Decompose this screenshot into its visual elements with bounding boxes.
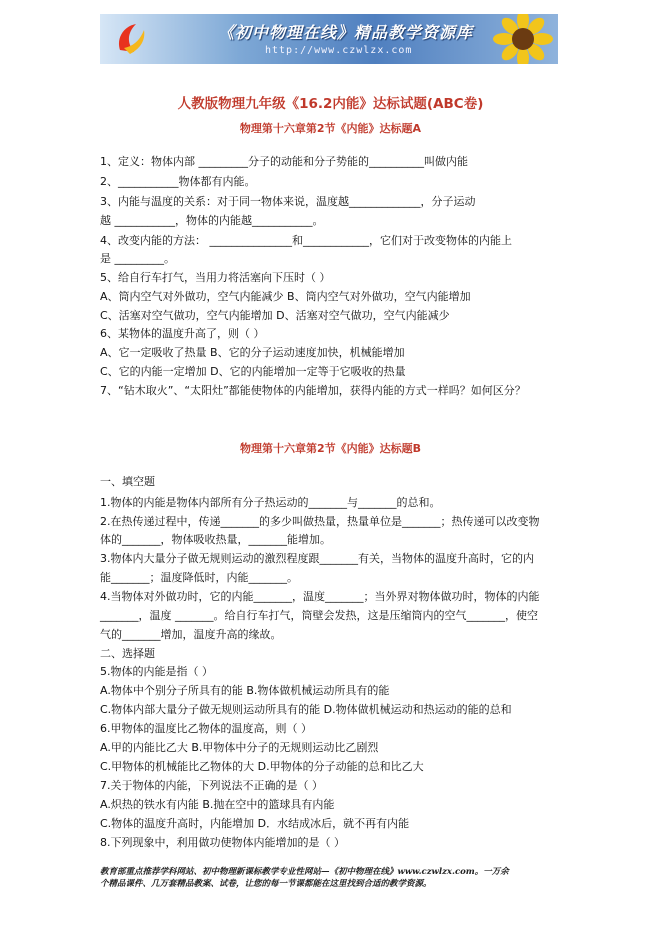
text-line: 二、选择题 [100,647,155,660]
text-line: 6、某物体的温度升高了，则（ ） [100,327,265,340]
text-line: 1.物体的内能是物体内部所有分子热运动的_______与_______的总和。 [100,496,441,509]
text-line: A.炽热的铁水有内能 B.抛在空中的篮球具有内能 [100,798,335,811]
text-line: A、筒内空气对外做功，空气内能减少 B、筒内空气对外做功，空气内能增加 [100,290,471,303]
text-line: 5、给自行车打气，当用力将活塞向下压时（ ） [100,271,331,284]
footer-line: 教育部重点推荐学科网站、初中物理新课标教学专业性网站—《初中物理在线》www.czwlzx.com。一万余 [100,867,509,877]
text-line: C、活塞对空气做功，空气内能增加 D、活塞对空气做功，空气内能减少 [100,309,450,322]
text-line: 8.下列现象中，利用做功使物体内能增加的是（ ） [100,836,345,849]
text-line: 一、填空题 [100,475,155,488]
text-line: C.物体内部大量分子做无规则运动所具有的能 D.物体做机械运动和热运动的能的总和 [100,703,512,716]
footer-note [100,866,570,890]
text-line: 7、“钻木取火”、“太阳灶”都能使物体的内能增加，获得内能的方式一样吗？如何区分？ [100,384,526,397]
text-line: A.甲的内能比乙大 B.甲物体中分子的无规则运动比乙剧烈 [100,741,379,754]
text-line: 4、改变内能的方法： _______________和____________，它们对于改变物体的内能上 [100,234,512,247]
section-b-heading: 物理第十六章第2节《内能》达标题B [239,442,422,455]
logo-icon [114,20,148,58]
text-line: 3.物体内大量分子做无规则运动的激烈程度跟_______有关，当物体的温度升高时，它的内 [100,552,534,565]
text-line: 是 _________。 [100,252,175,265]
page-title: 人教版物理九年级《16.2内能》达标试题(ABC卷) [177,96,484,112]
text-line: 4.当物体对外做功时，它的内能_______，温度_______；当外界对物体做功时，物体的内能 [100,590,540,603]
text-line: 3、内能与温度的关系：对于同一物体来说，温度越_____________，分子运动 [100,195,476,208]
text-line: C、它的内能一定增加 D、它的内能增加一定等于它吸收的热量 [100,365,406,378]
text-line: 能_______；温度降低时，内能_______。 [100,571,298,584]
text-line: 2.在热传递过程中，传递_______的多少叫做热量，热量单位是_______；热传递可以改变物 [100,515,540,528]
text-line: 5.物体的内能是指（ ） [100,665,213,678]
text-line: 7.关于物体的内能，下列说法不正确的是（ ） [100,779,323,792]
banner-title: 《初中物理在线》精品教学资源库 [218,23,474,42]
text-line: 2、___________物体都有内能。 [100,175,256,188]
text-line: 体的_______，物体吸收热量，_______能增加。 [100,533,331,546]
text-line: 1、定义：物体内部 _________分子的动能和分子势能的__________叫做内能 [100,155,468,168]
text-line: 越 ___________，物体的内能越___________。 [100,214,324,227]
header-banner [100,14,558,64]
sunflower-icon [492,14,554,64]
section-a-heading: 物理第十六章第2节《内能》达标题A [239,122,422,135]
footer-line: 个精品课件、几万套精品教案、试卷，让您的每一节课都能在这里找到合适的教学资源。 [100,879,432,889]
text-line: C.物体的温度升高时，内能增加 D．水结成冰后，就不再有内能 [100,817,410,830]
text-line: A、它一定吸收了热量 B、它的分子运动速度加快，机械能增加 [100,346,405,359]
text-line: C.甲物体的机械能比乙物体的大 D.甲物体的分子动能的总和比乙大 [100,760,424,773]
text-line: A.物体中个别分子所具有的能 B.物体做机械运动所具有的能 [100,684,390,697]
text-line: 6.甲物体的温度比乙物体的温度高，则（ ） [100,722,312,735]
text-line: 气的_______增加，温度升高的缘故。 [100,628,282,641]
text-line: _______，温度 _______。给自行车打气，筒壁会发热，这是压缩筒内的空气_______，使空 [100,609,538,622]
banner-url: http://www.czwlzx.com [265,45,413,56]
